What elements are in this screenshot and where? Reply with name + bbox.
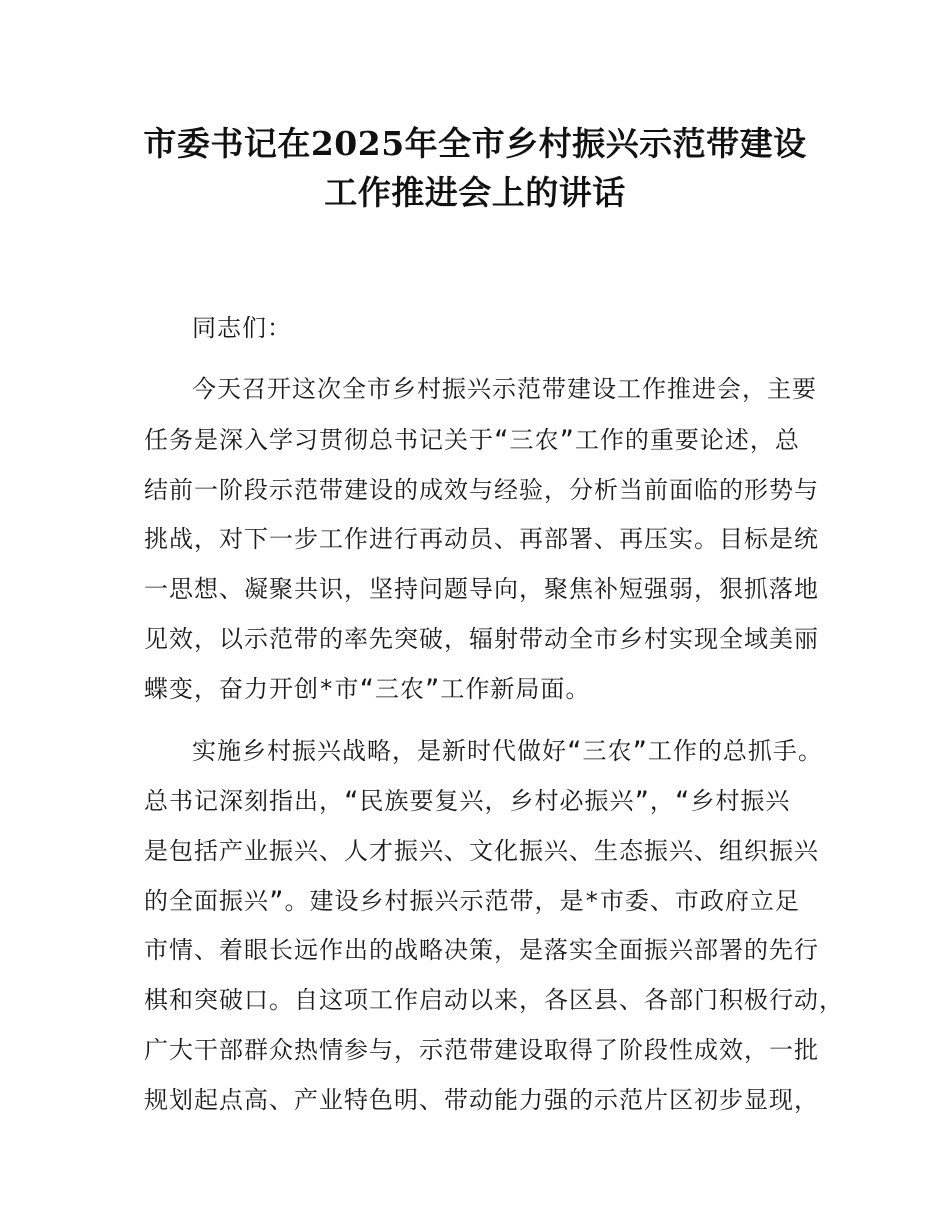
paragraph-1-line: 任务是深入学习贯彻总书记关于“三农”工作的重要论述，总 [144,426,800,454]
paragraph-1-line: 今天召开这次全市乡村振兴示范带建设工作推进会，主要 [192,375,817,403]
salutation: 同志们： [192,314,292,342]
paragraph-2-line: 的全面振兴”。建设乡村振兴示范带，是*市委、市政府立足 [144,887,800,915]
paragraph-2-line: 市情、着眼长远作出的战略决策，是落实全面振兴部署的先行 [144,936,819,964]
paragraph-2-line: 规划起点高、产业特色明、带动能力强的示范片区初步显现， [144,1086,819,1114]
document-title-line-2: 工作推进会上的讲话 [324,173,626,212]
paragraph-2-line: 广大干部群众热情参与，示范带建设取得了阶段性成效，一批 [144,1036,819,1064]
paragraph-1-line: 蝶变，奋力开创*市“三农”工作新局面。 [144,675,591,703]
paragraph-1-line: 挑战，对下一步工作进行再动员、再部署、再压实。目标是统 [144,525,819,553]
document-title-line-1: 市委书记在2025年全市乡村振兴示范带建设 [143,124,807,163]
paragraph-1-line: 一思想、凝聚共识，坚持问题导向，聚焦补短强弱，狠抓落地 [144,575,819,603]
paragraph-1-line: 见效，以示范带的率先突破，辐射带动全市乡村实现全域美丽 [144,625,819,653]
paragraph-2-line: 实施乡村振兴战略，是新时代做好“三农”工作的总抓手。 [192,737,823,765]
paragraph-2-line: 棋和突破口。自这项工作启动以来，各区县、各部门积极行动， [144,986,844,1014]
paragraph-2-line: 是包括产业振兴、人才振兴、文化振兴、生态振兴、组织振兴 [144,837,819,865]
paragraph-1-line: 结前一阶段示范带建设的成效与经验，分析当前面临的形势与 [144,476,819,504]
paragraph-2-line: 总书记深刻指出，“民族要复兴，乡村必振兴”，“乡村振兴 [144,787,791,815]
